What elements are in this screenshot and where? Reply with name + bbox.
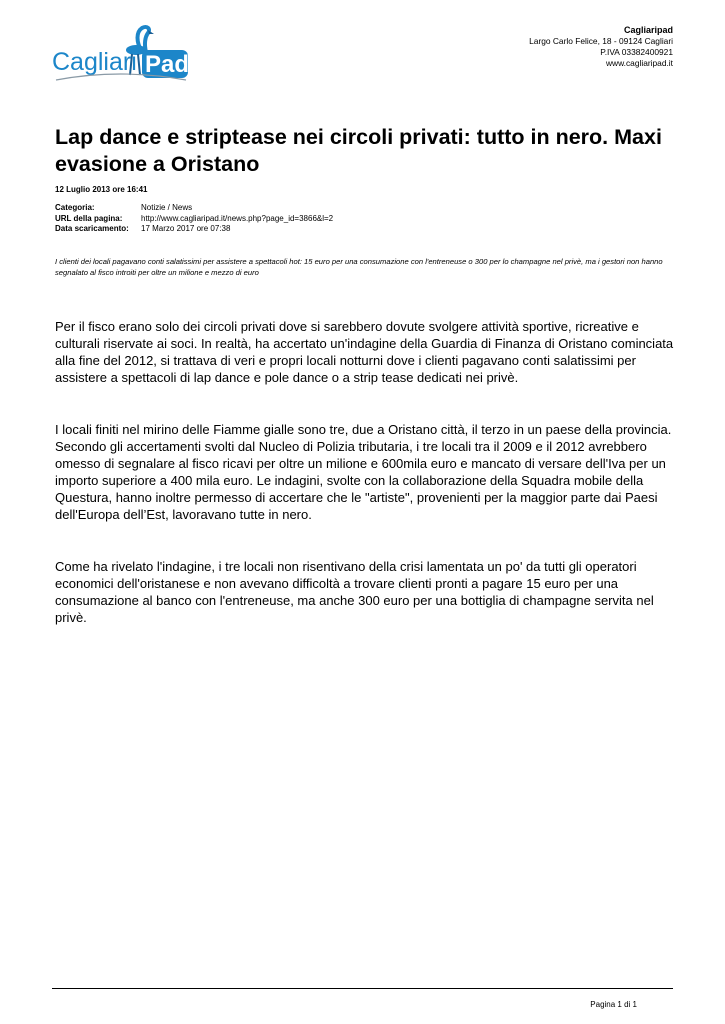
article-body	[55, 318, 677, 661]
flamingo-logo-icon	[50, 20, 192, 84]
article-summary: I clienti dei locali pagavano conti salatissimi per assistere a spettacoli hot: 15 euro per una consumazione con l'entreneuse o 300 per lo champagne nel privè, ma i gestori non hanno segnalato al fisco introiti per oltre un milione e mezzo di euro	[55, 257, 663, 277]
meta-row-url	[55, 214, 333, 225]
company-piva: P.IVA 03382400921	[600, 47, 673, 57]
logo-text-left: Cagliari	[52, 48, 137, 76]
body-paragraph: I locali finiti nel mirino delle Fiamme gialle sono tre, due a Oristano città, il terzo in un paese della provincia. Secondo gli accertamenti svolti dal Nucleo di Polizia tributaria, i tre locali tra il 2009 e il 2012 avrebbero omesso di segnalare al fisco ricavi per oltre un milione e 600mila euro e mancato di versare dell'Iva per un importo superiore a 400 mila euro. Le indagini, svolte con la collaborazione della Squadra mobile della Questura, hanno inoltre permesso di accertare che le "artiste", provenienti per la maggior parte dai Paesi dell'Europa dell’Est, lavoravano tutte in nero.	[55, 422, 672, 522]
article-date: 12 Luglio 2013 ore 16:41	[55, 185, 148, 194]
company-name: Cagliaripad	[623, 25, 673, 35]
article-meta	[55, 203, 333, 235]
company-address: Largo Carlo Felice, 18 - 09124 Cagliari	[529, 36, 673, 46]
footer-divider	[52, 988, 673, 989]
body-paragraph: Per il fisco erano solo dei circoli privati dove si sarebbero dovute svolgere attività sportive, ricreative e culturali riservate ai soci. In realtà, ha accertato un'indagine della Guardia di Finanza di Oristano cominciata alla fine del 2012, si trattava di veri e propri locali notturni dove i clienti pagavano conti salatissimi per assistere a spettacoli di lap dance e pole dance o a strip tease dedicati nei privè.	[55, 319, 674, 385]
meta-value: 17 Marzo 2017 ore 07:38	[141, 224, 231, 233]
company-info	[529, 25, 673, 69]
cagliaripad-logo	[50, 20, 192, 84]
company-website[interactable]: www.cagliaripad.it	[605, 58, 673, 68]
meta-label: Categoria:	[55, 203, 95, 212]
body-paragraph: Come ha rivelato l'indagine, i tre locali non risentivano della crisi lamentata un po' da tutti gli operatori economici dell'oristanese e non avevano difficoltà a trovare clienti pronti a pagare 15 euro per una consumazione al banco con l'entreneuse, ma anche 300 euro per una bottiglia di champagne servita nel privè.	[55, 559, 654, 625]
article-title: Lap dance e striptease nei circoli privati: tutto in nero. Maxi evasione a Oristano	[55, 125, 662, 176]
meta-row-download-date	[55, 224, 333, 235]
meta-label: Data scaricamento:	[55, 224, 129, 233]
meta-value-link[interactable]: http://www.cagliaripad.it/news.php?page_id=3866&l=2	[141, 213, 334, 223]
meta-row-category	[55, 203, 333, 214]
meta-label: URL della pagina:	[55, 213, 123, 223]
logo-text-right: Pad	[145, 51, 190, 78]
meta-value: Notizie / News	[141, 203, 193, 212]
page-number: Pagina 1 di 1	[590, 1000, 637, 1009]
